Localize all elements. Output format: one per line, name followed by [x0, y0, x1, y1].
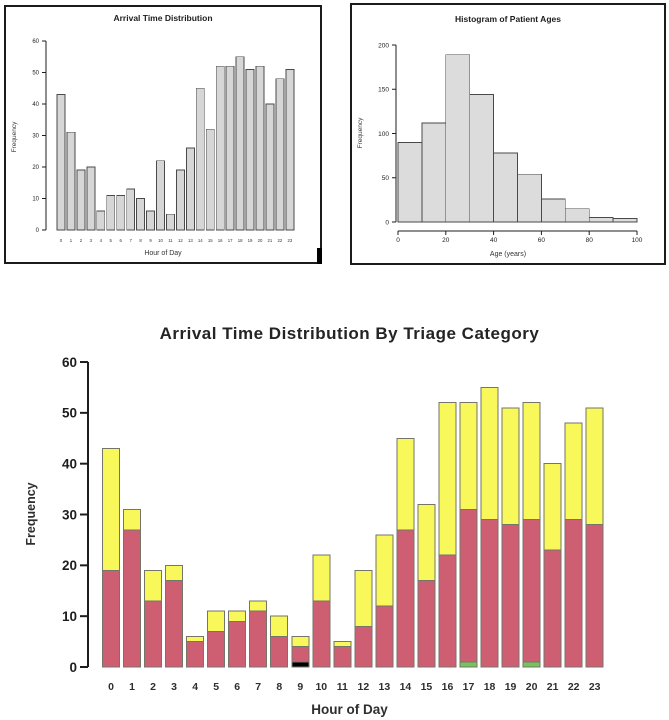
svg-text:20: 20	[32, 165, 39, 172]
svg-text:60: 60	[61, 354, 77, 370]
patient-ages-ylabel: Frequency	[357, 117, 364, 149]
triage-chart-container	[0, 318, 669, 720]
svg-text:50: 50	[381, 175, 389, 183]
triage-chart	[0, 318, 669, 720]
svg-text:18: 18	[483, 681, 496, 693]
svg-text:40: 40	[32, 102, 39, 109]
svg-text:14: 14	[197, 238, 203, 243]
patient-ages-panel	[350, 3, 666, 265]
svg-text:2: 2	[79, 238, 83, 243]
svg-text:15: 15	[207, 238, 213, 243]
svg-text:17: 17	[462, 681, 475, 693]
svg-text:60: 60	[32, 39, 39, 46]
svg-text:12: 12	[357, 681, 370, 693]
svg-text:9: 9	[149, 238, 152, 243]
svg-text:0: 0	[396, 237, 400, 244]
arrival-time-chart	[6, 7, 320, 262]
svg-text:10: 10	[61, 609, 77, 625]
svg-text:4: 4	[192, 681, 199, 693]
svg-text:20: 20	[525, 681, 538, 693]
svg-text:8: 8	[276, 681, 283, 693]
svg-text:17: 17	[227, 238, 233, 243]
svg-text:0: 0	[385, 219, 389, 227]
svg-text:11: 11	[336, 681, 348, 693]
arrival-time-ylabel: Frequency	[11, 121, 18, 153]
svg-text:150: 150	[378, 86, 389, 94]
svg-text:18: 18	[237, 238, 243, 243]
patient-ages-title: Histogram of Patient Ages	[455, 14, 561, 24]
svg-text:40: 40	[489, 237, 498, 244]
patient-ages-chart	[352, 5, 664, 263]
svg-text:0: 0	[108, 681, 114, 693]
svg-text:23: 23	[588, 681, 601, 693]
svg-text:40: 40	[61, 456, 77, 472]
triage-chart-ylabel: Frequency	[24, 482, 38, 546]
svg-text:14: 14	[399, 681, 412, 693]
svg-text:200: 200	[378, 42, 389, 50]
svg-text:13: 13	[378, 681, 391, 693]
svg-text:100: 100	[631, 237, 643, 244]
svg-text:11: 11	[168, 238, 173, 243]
svg-text:22: 22	[567, 681, 580, 693]
triage-chart-xlabel: Hour of Day	[311, 702, 388, 717]
svg-text:5: 5	[109, 238, 112, 243]
svg-text:60: 60	[537, 237, 546, 244]
svg-text:50: 50	[32, 70, 39, 77]
svg-text:4: 4	[99, 238, 102, 243]
svg-text:7: 7	[255, 681, 262, 693]
svg-text:6: 6	[234, 681, 241, 693]
svg-text:80: 80	[585, 237, 593, 244]
svg-text:23: 23	[287, 238, 293, 243]
svg-text:15: 15	[420, 681, 433, 693]
svg-text:5: 5	[213, 681, 220, 693]
frame-corner-mark	[317, 248, 322, 264]
svg-text:21: 21	[546, 681, 559, 693]
svg-text:0: 0	[59, 238, 63, 243]
svg-text:30: 30	[61, 507, 77, 523]
svg-text:50: 50	[61, 405, 77, 421]
svg-text:20: 20	[257, 238, 263, 243]
arrival-time-title: Arrival Time Distribution	[113, 13, 213, 23]
svg-text:16: 16	[441, 681, 454, 693]
svg-text:20: 20	[61, 558, 77, 574]
svg-text:16: 16	[217, 238, 223, 243]
svg-text:21: 21	[267, 238, 273, 243]
svg-text:100: 100	[378, 130, 389, 138]
svg-text:7: 7	[129, 238, 132, 243]
svg-text:6: 6	[119, 238, 122, 243]
svg-text:13: 13	[187, 238, 193, 243]
svg-text:10: 10	[32, 196, 39, 203]
patient-ages-xlabel: Age (years)	[489, 251, 527, 258]
arrival-time-xlabel: Hour of Day	[144, 250, 182, 257]
svg-text:19: 19	[247, 238, 253, 243]
svg-text:10: 10	[158, 238, 163, 243]
svg-text:19: 19	[504, 681, 517, 693]
svg-text:8: 8	[139, 238, 142, 243]
svg-text:20: 20	[442, 237, 450, 244]
svg-text:1: 1	[69, 238, 73, 243]
svg-text:10: 10	[315, 681, 328, 693]
svg-text:22: 22	[277, 238, 283, 243]
svg-text:3: 3	[171, 681, 178, 693]
svg-text:1: 1	[129, 681, 135, 693]
svg-text:0: 0	[35, 228, 39, 235]
svg-text:9: 9	[297, 681, 304, 693]
svg-text:2: 2	[150, 681, 156, 693]
svg-text:3: 3	[89, 238, 93, 243]
svg-text:12: 12	[178, 238, 183, 243]
svg-text:0: 0	[69, 659, 77, 675]
triage-chart-title: Arrival Time Distribution By Triage Category	[159, 324, 540, 343]
svg-text:30: 30	[32, 133, 39, 140]
arrival-time-panel	[4, 5, 322, 264]
